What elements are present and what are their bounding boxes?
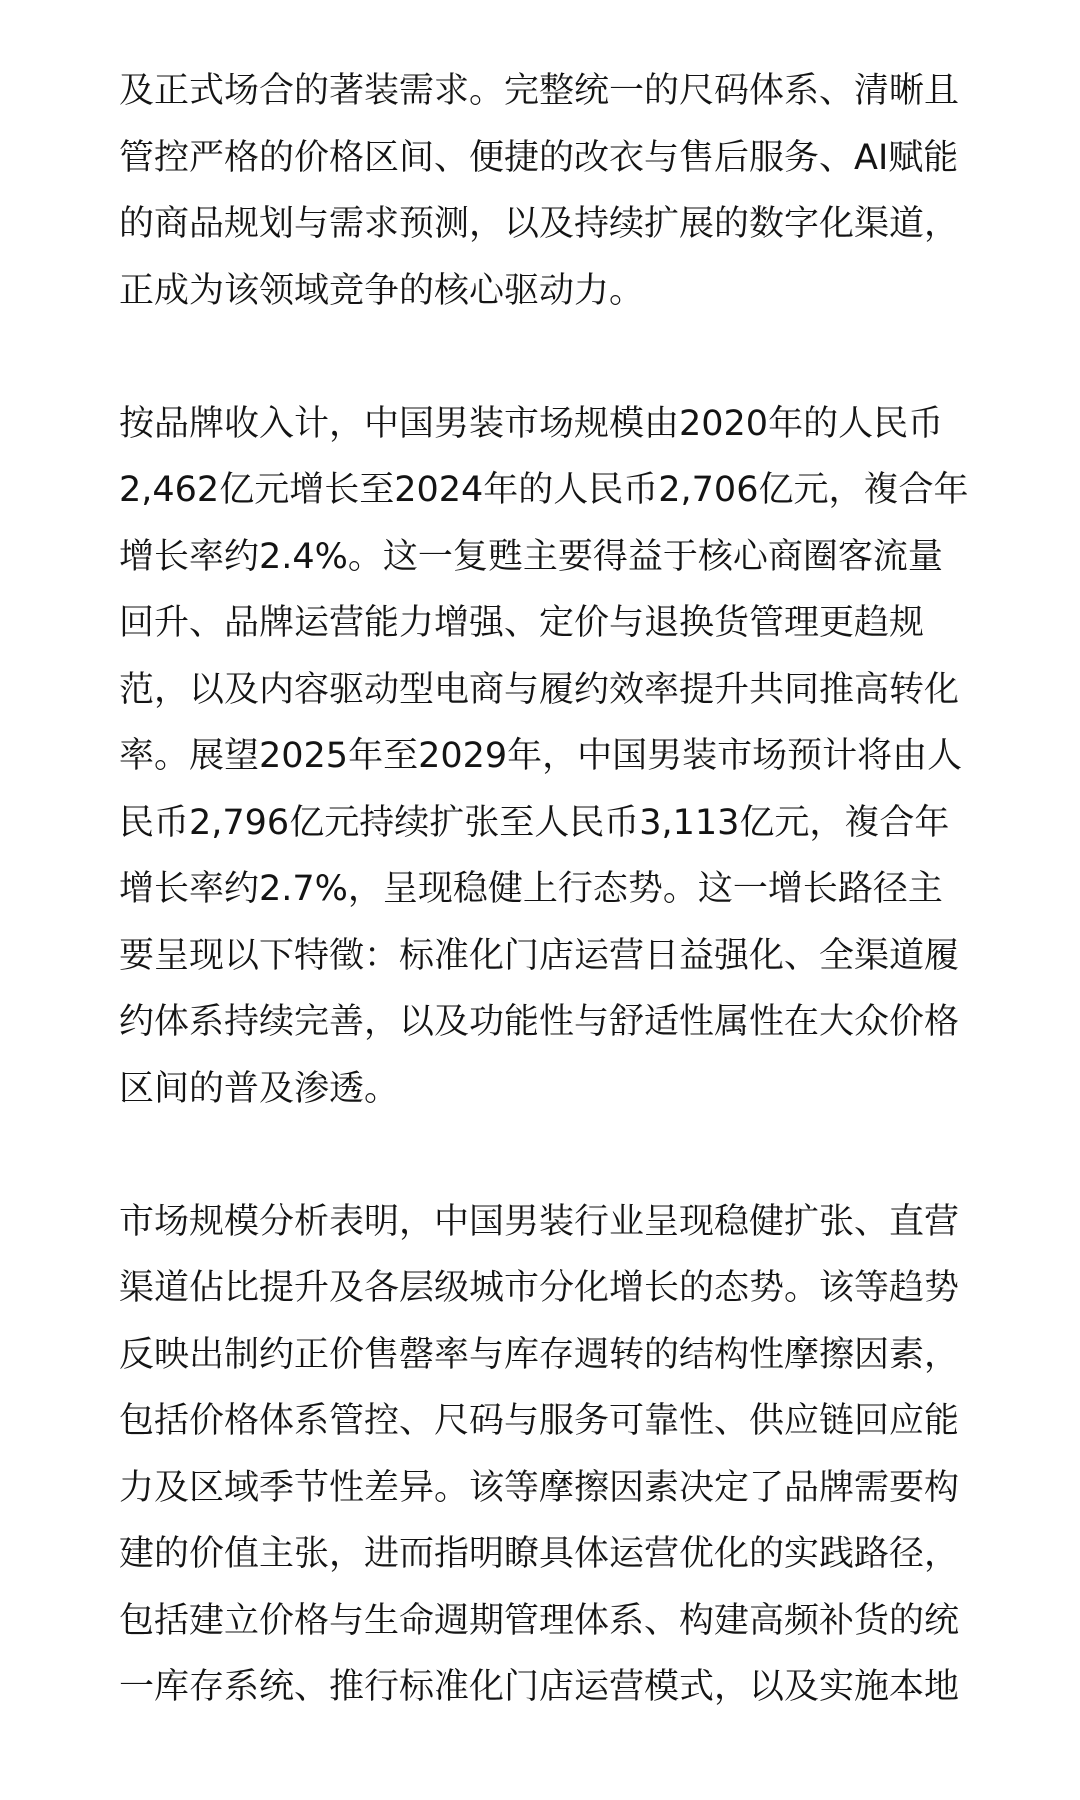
text-line: 市场规模分析表明，中国男装行业呈现稳健扩张、直营 (119, 1201, 960, 1242)
text-line: 回升、品牌运营能力增强、定价与退换货管理更趋规 (119, 603, 925, 643)
text-line: 增长率约2.4%。这一复甦主要得益于核心商圈客流量 (119, 536, 943, 577)
text-line: 区间的普及渗透。 (119, 1068, 400, 1109)
text-line: 及正式场合的著装需求。完整统一的尺码体系、清晰且 (119, 71, 960, 111)
paragraph-2 (119, 391, 1024, 1123)
paragraph-spacer (119, 324, 1024, 391)
text-line: 力及区域季节性差异。该等摩擦因素决定了品牌需要构 (119, 1467, 960, 1508)
paragraph-spacer (119, 1122, 1024, 1189)
text-line: 约体系持续完善，以及功能性与舒适性属性在大众价格 (119, 1002, 960, 1042)
text-line: 的商品规划与需求预测，以及持续扩展的数字化渠道， (119, 204, 960, 244)
article-body (119, 58, 1024, 1721)
text-line: 渠道佔比提升及各层级城市分化增长的态势。该等趋势 (119, 1268, 960, 1308)
text-line: 反映出制约正价售罄率与库存週转的结构性摩擦因素， (119, 1334, 960, 1375)
text-line: 增长率约2.7%，呈现稳健上行态势。这一增长路径主 (119, 869, 943, 909)
text-line: 包括建立价格与生命週期管理体系、构建高频补货的统 (119, 1600, 960, 1641)
paragraph-3 (119, 1189, 1024, 1721)
text-line: 范，以及内容驱动型电商与履约效率提升共同推高转化 (119, 669, 960, 710)
text-line: 建的价值主张，进而指明瞭具体运营优化的实践路径， (119, 1534, 960, 1574)
text-line: 率。展望2025年至2029年，中国男装市场预计将由人 (119, 736, 963, 776)
text-line: 按品牌收入计，中国男装市场规模由2020年的人民币 (119, 403, 944, 444)
text-line: 包括价格体系管控、尺码与服务可靠性、供应链回应能 (119, 1401, 960, 1441)
text-line: 一库存系统、推行标准化门店运营模式，以及实施本地 (119, 1667, 960, 1707)
paragraph-1 (119, 58, 1024, 324)
text-line: 正成为该领域竞争的核心驱动力。 (119, 270, 645, 311)
text-line: 民币2,796亿元持续扩张至人民币3,113亿元，複合年 (119, 802, 950, 843)
text-line: 管控严格的价格区间、便捷的改衣与售后服务、AI赋能 (119, 137, 959, 178)
text-line: 要呈现以下特徵：标准化门店运营日益强化、全渠道履 (119, 935, 960, 976)
text-line: 2,462亿元增长至2024年的人民币2,706亿元，複合年 (119, 470, 969, 510)
